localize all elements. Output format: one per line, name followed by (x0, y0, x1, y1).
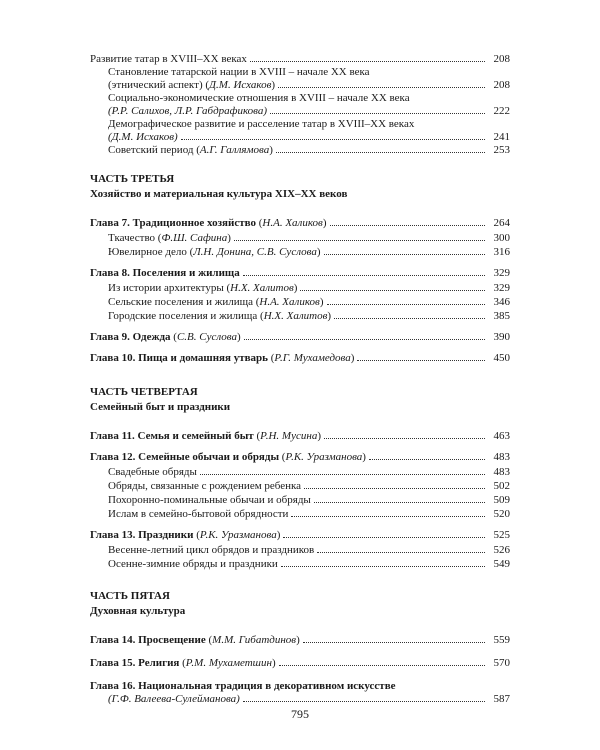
toc-entry: Весенне-летний цикл обрядов и праздников 526 (108, 544, 510, 556)
part-title: ЧАСТЬ ТРЕТЬЯ (90, 173, 175, 185)
author: Р.Н. Мусина (260, 430, 318, 442)
author: Н.А. Халиков (262, 217, 323, 229)
page-number: 520 (493, 508, 510, 520)
toc-entry: Советский период (А.Г. Галлямова) 253 (108, 144, 510, 156)
toc-entry (108, 105, 510, 118)
page-number: 570 (493, 657, 510, 669)
chapter-entry: Глава 13. Праздники (Р.К. Уразманова) 525 (90, 529, 510, 541)
page-number: 587 (493, 693, 510, 705)
author: Н.Х. Халитов (230, 282, 294, 294)
toc-entry: Свадебные обряды 483 (108, 466, 510, 478)
toc-entry: Обряды, связанные с рождением ребенка 502 (108, 480, 510, 492)
page-number: 450 (493, 352, 510, 364)
part-title: ЧАСТЬ ПЯТАЯ (90, 590, 170, 602)
page-number: 253 (493, 144, 510, 156)
author: Л.Н. Донина, С.В. Суслова (193, 246, 317, 258)
chapter-entry: Глава 11. Семья и семейный быт (Р.Н. Мусина) 463 (90, 430, 510, 442)
toc-entry: Развитие татар в XVIII–XX веках 208 (90, 53, 510, 65)
toc-entry: Городские поселения и жилища (Н.Х. Халитов) 385 (108, 310, 510, 322)
page-number: 329 (493, 282, 510, 294)
author: С.В. Суслова (176, 331, 237, 343)
author: Р.К. Уразманова (285, 451, 363, 463)
toc-entry: (этнический аспект) (Д.М. Исхаков) 208 (108, 79, 510, 91)
chapter-entry: Глава 16. Национальная традиция в декоративном искусстве (90, 680, 396, 692)
author: Р.Г. Мухамедова (274, 352, 351, 364)
page-number: 463 (493, 430, 510, 442)
chapter-entry: Глава 9. Одежда (С.В. Суслова) 390 (90, 331, 510, 343)
page-number: 316 (493, 246, 510, 258)
toc-entry (108, 693, 510, 706)
page-number: 549 (493, 558, 510, 570)
page-number: 385 (493, 310, 510, 322)
page-number: 502 (493, 480, 510, 492)
toc-entry: Демографическое развитие и расселение татар в XVIII–XX веках (108, 118, 415, 130)
author: Р.М. Мухаметшин (185, 657, 272, 669)
toc-entry: Осенне-зимние обряды и праздники 549 (108, 558, 510, 570)
toc-entry: Сельские поселения и жилища (Н.А. Халиков) 346 (108, 296, 510, 308)
page-number: 208 (493, 79, 510, 91)
toc-entry: Из истории архитектуры (Н.Х. Халитов) 329 (108, 282, 510, 294)
author: (Р.Р. Салихов, Л.Р. Габдрафикова) (108, 105, 268, 117)
part-subtitle: Семейный быт и праздники (90, 401, 231, 413)
chapter-entry: Глава 15. Религия (Р.М. Мухаметшин) 570 (90, 657, 510, 669)
author: (Д.М. Исхаков) (108, 131, 178, 143)
page-number: 346 (493, 296, 510, 308)
toc-entry: Ювелирное дело (Л.Н. Донина, С.В. Суслова) 316 (108, 246, 510, 258)
chapter-entry: Глава 10. Пища и домашняя утварь (Р.Г. Мухамедова) 450 (90, 352, 510, 364)
toc-entry: Становление татарской нации в XVIII – начале XX века (108, 66, 370, 78)
toc-entry: Ислам в семейно-бытовой обрядности 520 (108, 508, 510, 520)
page-number: 300 (493, 232, 510, 244)
part-subtitle: Духовная культура (90, 605, 186, 617)
page-number: 222 (493, 105, 510, 117)
page-number: 390 (493, 331, 510, 343)
page-number: 329 (493, 267, 510, 279)
page-number: 559 (493, 634, 510, 646)
author: Д.М. Исхаков (209, 79, 272, 91)
page-number: 483 (493, 451, 510, 463)
author: А.Г. Галлямова (199, 144, 270, 156)
toc-entry: Ткачество (Ф.Ш. Сафина) 300 (108, 232, 510, 244)
page-number: 264 (493, 217, 510, 229)
page-number: 525 (493, 529, 510, 541)
chapter-entry: Глава 12. Семейные обычаи и обряды (Р.К. Уразманова) 483 (90, 451, 510, 463)
page-number: 208 (493, 53, 510, 65)
author: Н.А. Халиков (259, 296, 320, 308)
page-number: 526 (493, 544, 510, 556)
part-title: ЧАСТЬ ЧЕТВЕРТАЯ (90, 386, 198, 398)
author: (Г.Ф. Валеева-Сулейманова) (108, 693, 240, 705)
page-number: 241 (493, 131, 510, 143)
page-number: 509 (493, 494, 510, 506)
author: Ф.Ш. Сафина (161, 232, 228, 244)
toc-entry: Похоронно-поминальные обычаи и обряды 509 (108, 494, 510, 506)
chapter-entry: Глава 7. Традиционное хозяйство (Н.А. Халиков) 264 (90, 217, 510, 229)
folio-page-number: 795 (291, 707, 309, 721)
author: Р.К. Уразманова (199, 529, 277, 541)
part-subtitle: Хозяйство и материальная культура XIX–XX веков (90, 188, 348, 200)
page-number: 483 (493, 466, 510, 478)
chapter-entry: Глава 8. Поселения и жилища 329 (90, 267, 510, 279)
toc-entry (108, 131, 510, 144)
toc-entry: Социально-экономические отношения в XVIII – начале XX века (108, 92, 410, 104)
author: Н.Х. Халитов (263, 310, 328, 322)
author: М.М. Гибатдинов (212, 634, 297, 646)
chapter-entry: Глава 14. Просвещение (М.М. Гибатдинов) 559 (90, 634, 510, 646)
